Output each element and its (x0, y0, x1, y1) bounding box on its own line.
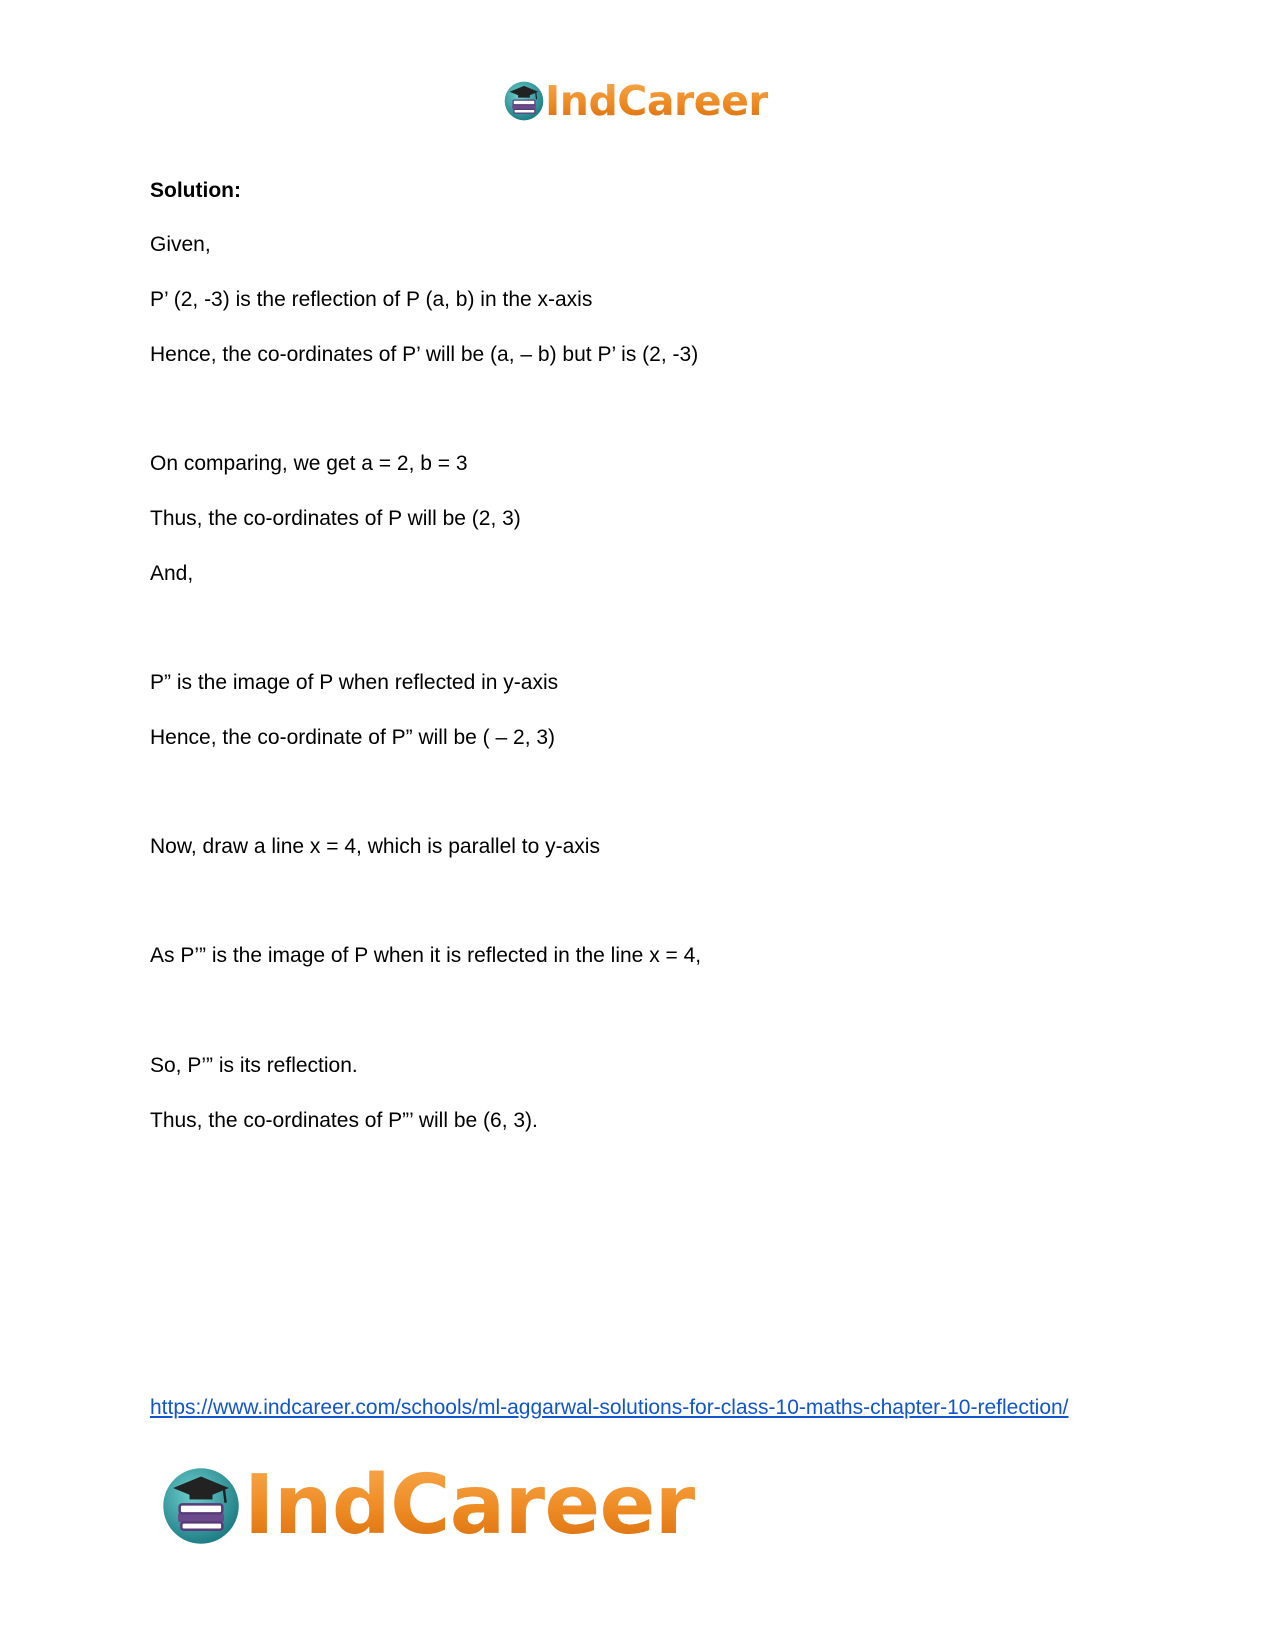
solution-heading: Solution: (150, 179, 241, 202)
solution-line: So, P’” is its reflection. (150, 1054, 358, 1077)
solution-line: And, (150, 562, 194, 585)
graduation-cap-books-icon (503, 80, 545, 122)
solution-line: P” is the image of P when reflected in y-axis (150, 671, 559, 694)
solution-line: As P’” is the image of P when it is reflected in the line x = 4, (150, 944, 702, 967)
solution-line: On comparing, we get a = 2, b = 3 (150, 452, 468, 475)
source-url-link[interactable]: https://www.indcareer.com/schools/ml-aggarwal-solutions-for-class-10-maths-chapter-10-reflection/ (150, 1396, 1069, 1419)
solution-line: Hence, the co-ordinates of P’ will be (a, – b) but P’ is (2, -3) (150, 343, 699, 366)
footer-logo (160, 1458, 695, 1553)
header-logo (503, 76, 769, 125)
solution-line: Given, (150, 233, 211, 256)
logo-wordmark: IndCareer (244, 1458, 695, 1553)
solution-line: Thus, the co-ordinates of P”’ will be (6, 3). (150, 1109, 538, 1132)
logo-wordmark: IndCareer (545, 76, 769, 125)
solution-line: Now, draw a line x = 4, which is parallel to y-axis (150, 835, 600, 858)
graduation-cap-books-icon (160, 1465, 242, 1547)
solution-line: P’ (2, -3) is the reflection of P (a, b) in the x-axis (150, 288, 593, 311)
solution-line: Thus, the co-ordinates of P will be (2, 3) (150, 507, 521, 530)
solution-line: Hence, the co-ordinate of P” will be ( – 2, 3) (150, 726, 556, 749)
